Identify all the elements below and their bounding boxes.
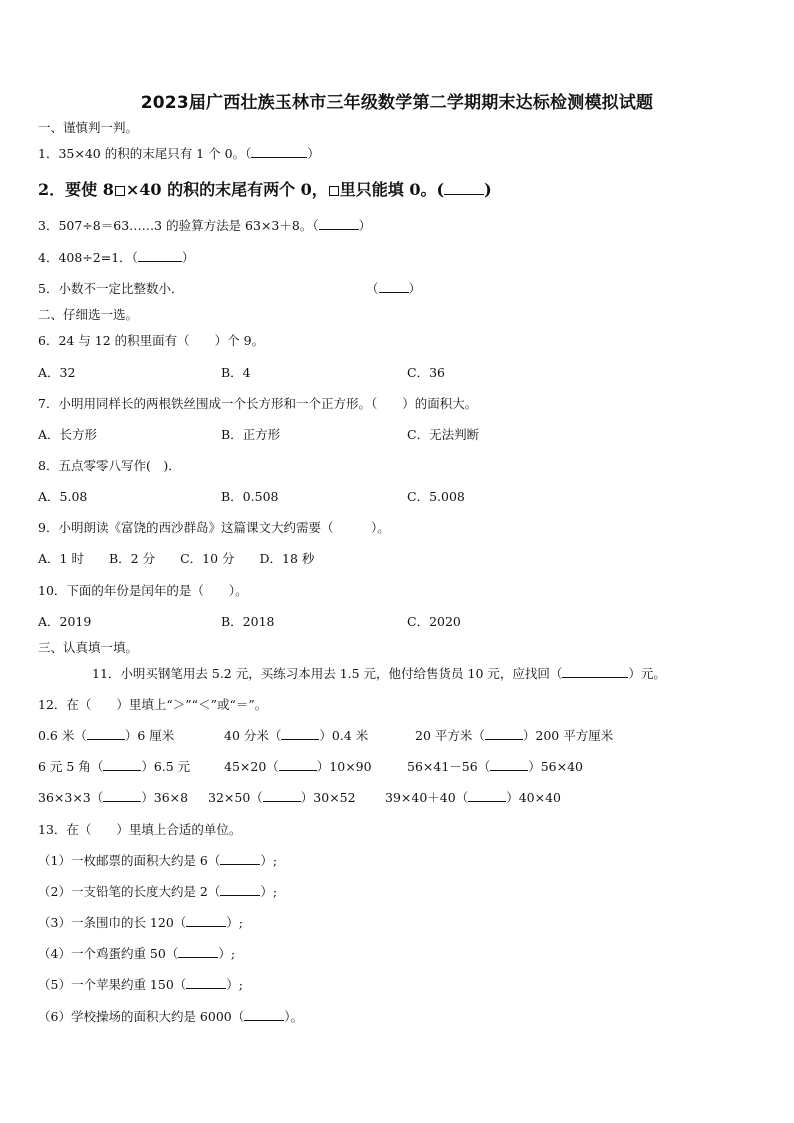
compare-item: 0.6 米（ ）6 厘米 bbox=[38, 728, 175, 743]
question-6: 6．24 与 12 的积里面有（ ）个 9。 bbox=[38, 333, 265, 348]
question-13: 13．在（ ）里填上合适的单位。 bbox=[38, 822, 242, 837]
answer-blank[interactable] bbox=[244, 1008, 284, 1021]
compare-item: 39×40＋40（ ）40×40 bbox=[385, 790, 561, 805]
answer-blank[interactable] bbox=[178, 945, 218, 958]
compare-item: 45×20（ ）10×90 bbox=[224, 759, 372, 774]
question-text: 5．小数不一定比整数小． bbox=[38, 281, 184, 296]
option-a[interactable]: A．5.08 bbox=[38, 489, 88, 504]
question-text: 11．小明买钢笔用去 5.2 元，买练习本用去 1.5 元，他付给售货员 10 元，应找回（ bbox=[92, 666, 563, 681]
answer-blank[interactable] bbox=[103, 789, 141, 802]
unit-item: （2）一支铅笔的长度大约是 2（ ）; bbox=[38, 884, 278, 899]
option-b[interactable]: B．正方形 bbox=[221, 427, 281, 442]
answer-blank[interactable] bbox=[485, 727, 523, 740]
question-text: 3．507÷8＝63……3 的验算方法是 63×3＋8。（ bbox=[38, 218, 319, 233]
answer-blank[interactable] bbox=[87, 727, 125, 740]
answer-blank[interactable] bbox=[251, 145, 307, 158]
answer-blank[interactable] bbox=[379, 280, 409, 293]
unit-item: （1）一枚邮票的面积大约是 6（ ）; bbox=[38, 853, 278, 868]
question-4: 4．408÷2=1．（ ） bbox=[38, 250, 195, 265]
question-5-answer: （ ） bbox=[366, 281, 422, 296]
answer-blank[interactable] bbox=[103, 758, 141, 771]
unit-item: （6）学校操场的面积大约是 6000（ ）。 bbox=[38, 1009, 304, 1024]
answer-blank[interactable] bbox=[220, 883, 260, 896]
unit-item: （3）一条围巾的长 120（ ）; bbox=[38, 915, 244, 930]
question-8: 8．五点零零八写作( )． bbox=[38, 458, 181, 473]
section-heading: 一、谨慎判一判。 bbox=[38, 120, 139, 135]
compare-item: 36×3×3（ ）36×8 bbox=[38, 790, 189, 805]
options-row[interactable]: A．1 时 B．2 分 C．10 分 D．18 秒 bbox=[38, 551, 315, 566]
answer-blank[interactable] bbox=[281, 727, 319, 740]
compare-item: 32×50（ ）30×52 bbox=[208, 790, 356, 805]
question-11: 11．小明买钢笔用去 5.2 元，买练习本用去 1.5 元，他付给售货员 10 元，应找回（ ）元。 bbox=[92, 666, 666, 681]
option-c[interactable]: C．无法判断 bbox=[407, 427, 480, 442]
answer-blank[interactable] bbox=[263, 789, 301, 802]
square-box-icon bbox=[115, 186, 125, 196]
option-b[interactable]: B．0.508 bbox=[221, 489, 279, 504]
answer-blank[interactable] bbox=[319, 217, 359, 230]
question-10: 10．下面的年份是闰年的是（ ）。 bbox=[38, 583, 248, 598]
option-a[interactable]: A．32 bbox=[38, 365, 76, 380]
option-a[interactable]: A．2019 bbox=[38, 614, 92, 629]
compare-item: 40 分米（ ）0.4 米 bbox=[224, 728, 369, 743]
option-a[interactable]: A．长方形 bbox=[38, 427, 98, 442]
question-text: 2．要使 8 bbox=[38, 180, 114, 199]
option-c[interactable]: C．2020 bbox=[407, 614, 461, 629]
answer-blank[interactable] bbox=[279, 758, 317, 771]
option-b[interactable]: B．4 bbox=[221, 365, 251, 380]
option-c[interactable]: C．36 bbox=[407, 365, 445, 380]
answer-blank[interactable] bbox=[186, 976, 226, 989]
question-text: 1．35×40 的积的末尾只有 1 个 0。（ bbox=[38, 146, 252, 161]
unit-item: （4）一个鸡蛋约重 50（ ）; bbox=[38, 946, 236, 961]
unit-item: （5）一个苹果约重 150（ ）; bbox=[38, 977, 244, 992]
answer-blank[interactable] bbox=[186, 914, 226, 927]
option-c[interactable]: C．5.008 bbox=[407, 489, 465, 504]
question-12: 12．在（ ）里填上“＞”“＜”或“＝”。 bbox=[38, 697, 268, 712]
question-9: 9．小明朗读《富饶的西沙群岛》这篇课文大约需要（ ）。 bbox=[38, 520, 390, 535]
question-7: 7．小明用同样长的两根铁丝围成一个长方形和一个正方形。（ ）的面积大。 bbox=[38, 396, 478, 411]
answer-blank[interactable] bbox=[490, 758, 528, 771]
answer-blank[interactable] bbox=[138, 249, 182, 262]
question-text: 4．408÷2=1．（ bbox=[38, 250, 138, 265]
page-title: 2023届广西壮族玉林市三年级数学第二学期期末达标检测模拟试题 bbox=[140, 93, 654, 113]
question-2: 2．要使 8 ×40 的积的末尾有两个 0， 里只能填 0。( ) bbox=[38, 180, 492, 199]
compare-item: 6 元 5 角（ ）6.5 元 bbox=[38, 759, 191, 774]
question-5 bbox=[38, 280, 183, 298]
option-b[interactable]: B．2018 bbox=[221, 614, 275, 629]
question-3: 3．507÷8＝63……3 的验算方法是 63×3＋8。（ ） bbox=[38, 218, 372, 233]
compare-item: 56×41－56（ ）56×40 bbox=[407, 759, 583, 774]
compare-item: 20 平方米（ ）200 平方厘米 bbox=[415, 728, 614, 743]
answer-blank[interactable] bbox=[468, 789, 506, 802]
square-box-icon bbox=[329, 186, 339, 196]
section-heading: 三、认真填一填。 bbox=[38, 640, 139, 655]
answer-blank[interactable] bbox=[562, 665, 628, 678]
answer-blank[interactable] bbox=[444, 182, 484, 195]
section-heading: 二、仔细选一选。 bbox=[38, 307, 139, 322]
question-1: 1．35×40 的积的末尾只有 1 个 0。（ ） bbox=[38, 146, 320, 161]
answer-blank[interactable] bbox=[220, 852, 260, 865]
